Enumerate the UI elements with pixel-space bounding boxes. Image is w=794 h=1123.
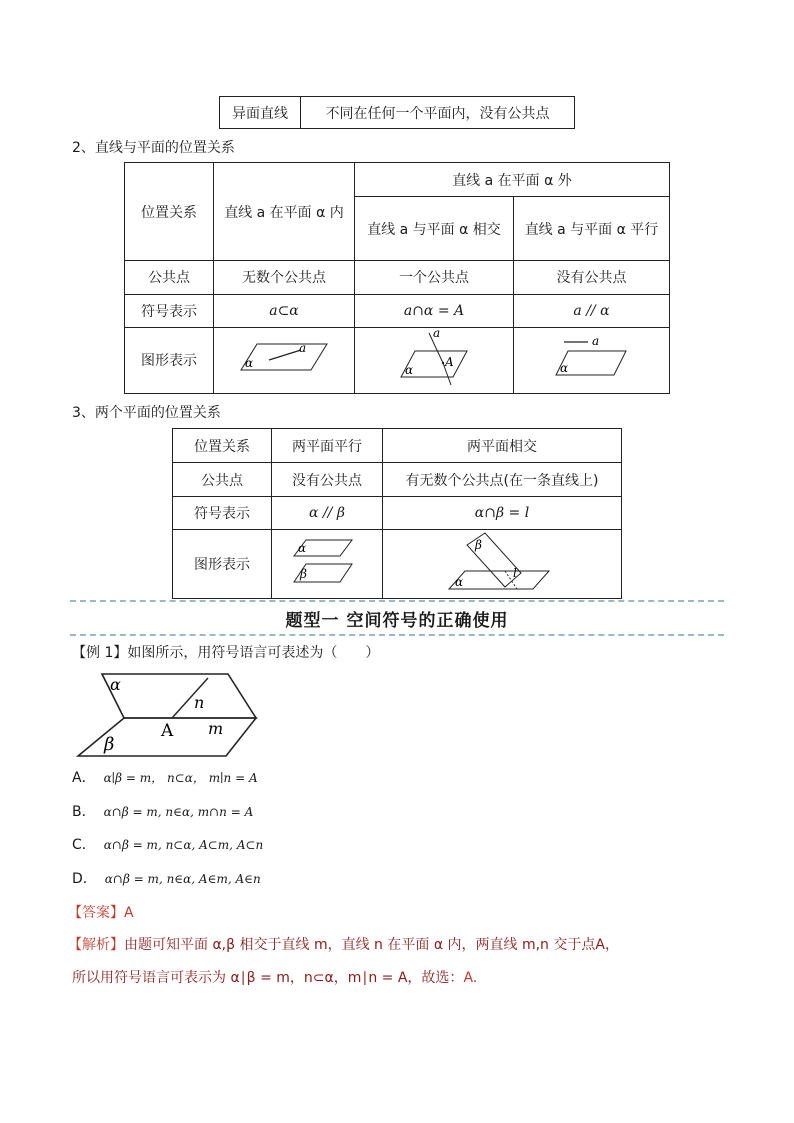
plane-plane-table xyxy=(172,428,622,599)
common-parallel: 没有公共点 xyxy=(514,261,670,294)
symbol-intersect: a∩α = A xyxy=(355,294,514,327)
line-plane-table xyxy=(124,162,670,394)
answer-label: 【答案】 xyxy=(68,905,124,921)
alpha-label: α xyxy=(455,575,464,589)
row-common-points: 公共点 xyxy=(125,261,214,294)
symbol-parallel: a // α xyxy=(514,294,670,327)
alpha-label: α xyxy=(405,363,414,378)
analysis-line-1 xyxy=(68,934,619,954)
common-intersect: 一个公共点 xyxy=(355,261,514,294)
header-planes-parallel: 两平面平行 xyxy=(272,429,383,463)
analysis-choice: A. xyxy=(463,970,478,986)
n-label: n xyxy=(194,693,205,712)
planes-intersect-diagram xyxy=(447,531,557,593)
row-symbol: 符号表示 xyxy=(173,497,272,530)
figure-planes-intersect xyxy=(383,530,622,599)
beta-label: β xyxy=(475,538,482,552)
a-label: a xyxy=(433,329,441,341)
a-label: a xyxy=(591,337,599,349)
beta-label: β xyxy=(104,734,115,755)
alpha-label: α xyxy=(298,541,307,555)
A-label: A xyxy=(161,721,174,741)
header-line-parallel: 直线 a 与平面 α 平行 xyxy=(514,197,670,261)
m-label: m xyxy=(208,719,224,738)
header-relation: 位置关系 xyxy=(173,429,272,463)
skew-lines-desc: 不同在任何一个平面内，没有公共点 xyxy=(301,97,575,129)
l-label: l xyxy=(513,566,517,580)
header-line-in-plane: 直线 a 在平面 α 内 xyxy=(214,163,355,261)
answer-value: A xyxy=(124,905,134,921)
alpha-label: α xyxy=(110,675,121,694)
option-d-text: α∩β = m, n∈α, A∈m, A∈n xyxy=(104,872,261,886)
figure-planes-parallel xyxy=(272,530,383,599)
line-intersect-diagram xyxy=(399,329,469,387)
option-b-letter: B． xyxy=(72,804,96,820)
option-b-text: α∩β = m, n∈α, m∩n = A xyxy=(103,805,254,819)
example-figure xyxy=(76,670,262,762)
beta-label: β xyxy=(300,567,307,581)
option-d xyxy=(72,868,261,888)
analysis-line-2 xyxy=(72,967,477,987)
planes-parallel-diagram xyxy=(292,534,362,590)
alpha-label: α xyxy=(245,356,254,371)
figure-line-intersect xyxy=(355,327,514,393)
option-a-letter: A． xyxy=(72,770,96,786)
option-c-letter: C． xyxy=(72,837,96,853)
line-parallel-diagram xyxy=(552,337,632,379)
analysis-text-2: 所以用符号语言可表示为 α∣β = m，n⊂α，m∣n = A，故选： xyxy=(72,970,464,986)
option-b xyxy=(72,801,253,821)
row-figure: 图形表示 xyxy=(125,327,214,393)
symbol-in: a⊂α xyxy=(214,294,355,327)
header-line-out-plane: 直线 a 在平面 α 外 xyxy=(355,163,670,197)
option-a-text: α∣β = m， n⊂α， m∣n = A xyxy=(103,771,258,785)
option-c xyxy=(72,834,263,854)
option-a xyxy=(72,767,258,787)
common-parallel: 没有公共点 xyxy=(272,463,383,497)
option-c-text: α∩β = m, n⊂α, A⊂m, A⊂n xyxy=(103,838,264,852)
a-label: a xyxy=(299,341,307,356)
option-d-letter: D． xyxy=(72,871,97,887)
header-line-intersect: 直线 a 与平面 α 相交 xyxy=(355,197,514,261)
line-in-plane-diagram xyxy=(239,338,329,378)
analysis-text-1: 由题可知平面 α,β 相交于直线 m，直线 n 在平面 α 内，两直线 m,n 交于点A， xyxy=(124,937,619,953)
figure-line-in-plane xyxy=(214,327,355,393)
common-in: 无数个公共点 xyxy=(214,261,355,294)
row-symbol: 符号表示 xyxy=(125,294,214,327)
divider-bottom xyxy=(70,634,724,636)
example-question: 【例 1】如图所示，用符号语言可表述为（ ） xyxy=(72,645,380,661)
section3-heading: 3、两个平面的位置关系 xyxy=(72,405,221,421)
common-intersect: 有无数个公共点(在一条直线上) xyxy=(383,463,622,497)
A-label: A xyxy=(445,355,454,370)
symbol-parallel: α // β xyxy=(272,497,383,530)
symbol-intersect: α∩β = l xyxy=(383,497,622,530)
answer-line xyxy=(68,902,134,922)
alpha-label: α xyxy=(559,361,568,376)
section2-heading: 2、直线与平面的位置关系 xyxy=(72,140,235,156)
header-relation: 位置关系 xyxy=(125,163,214,261)
divider-top xyxy=(70,600,724,602)
header-planes-intersect: 两平面相交 xyxy=(383,429,622,463)
row-figure: 图形表示 xyxy=(173,530,272,599)
skew-lines-term: 异面直线 xyxy=(220,97,301,129)
analysis-label: 【解析】 xyxy=(68,937,124,953)
skew-lines-table xyxy=(219,96,575,129)
figure-line-parallel xyxy=(514,327,670,393)
section-title: 题型一 空间符号的正确使用 xyxy=(285,611,509,631)
row-common-points: 公共点 xyxy=(173,463,272,497)
